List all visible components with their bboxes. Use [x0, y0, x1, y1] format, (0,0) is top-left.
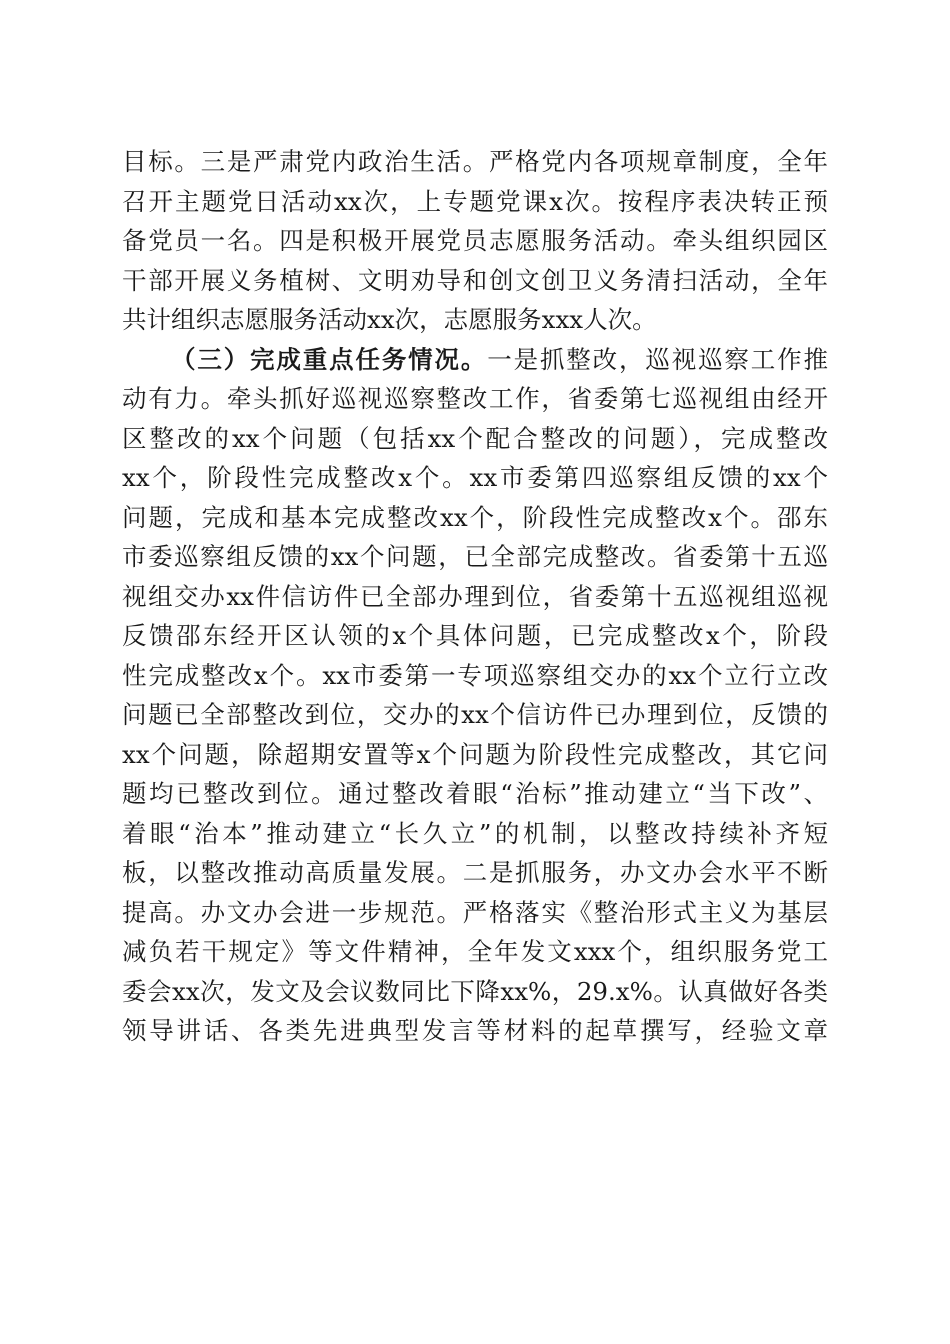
text-line: 共计组织志愿服务活动xx次，志愿服务xxx人次。 [122, 305, 657, 334]
text-line: 视组交办xx件信访件已全部办理到位，省委第十五巡视组巡视 [122, 581, 828, 611]
text-line: 问题，完成和基本完成整改xx个，阶段性完成整改x个。邵东 [122, 502, 828, 532]
text-line: 市委巡察组反馈的xx个问题，已全部完成整改。省委第十五巡 [122, 542, 828, 571]
body-text [122, 142, 828, 1051]
text-line: 召开主题党日活动xx次，上专题党课x次。按程序表决转正预 [122, 186, 828, 216]
text-line: 减负若干规定》等文件精神，全年发文xxx个，组织服务党工 [122, 937, 828, 966]
text-line: 备党员一名。四是积极开展党员志愿服务活动。牵头组织园区 [122, 226, 828, 255]
text-line: 目标。三是严肃党内政治生活。严格党内各项规章制度，全年 [122, 147, 828, 176]
text-line: 提高。办文办会进一步规范。严格落实《整治形式主义为基层 [122, 897, 828, 927]
text-line: 区整改的xx个问题（包括xx个配合整改的问题），完成整改 [122, 423, 828, 453]
text-line: 领导讲话、各类先进典型发言等材料的起草撰写，经验文章 [122, 1016, 828, 1045]
text-line: 问题已全部整改到位，交办的xx个信访件已办理到位，反馈的 [122, 700, 828, 729]
text-line: 题均已整改到位。通过整改着眼“治标”推动建立“当下改”、 [122, 779, 828, 808]
section-heading-rest: 一是抓整改，巡视巡察工作推 [487, 344, 828, 374]
text-line: 干部开展义务植树、文明劝导和创文创卫义务清扫活动，全年 [122, 265, 828, 295]
text-line: 性完成整改x个。xx市委第一专项巡察组交办的xx个立行立改 [122, 660, 828, 690]
section-heading-line [122, 340, 828, 380]
text-line: 板，以整改推动高质量发展。二是抓服务，办文办会水平不断 [122, 858, 828, 887]
section-heading: （三）完成重点任务情况。 [171, 344, 488, 374]
text-line: 反馈邵东经开区认领的x个具体问题，已完成整改x个，阶段 [122, 621, 828, 650]
text-line: 着眼“治本”推动建立“长久立”的机制，以整改持续补齐短 [122, 818, 828, 848]
text-line: 动有力。牵头抓好巡视巡察整改工作，省委第七巡视组由经开 [122, 384, 828, 413]
text-line: xx个，阶段性完成整改x个。xx市委第四巡察组反馈的xx个 [122, 463, 828, 492]
text-line: 委会xx次，发文及会议数同比下降xx%，29.x%。认真做好各类 [122, 976, 828, 1006]
text-line: xx个问题，除超期安置等x个问题为阶段性完成整改，其它问 [122, 739, 828, 769]
